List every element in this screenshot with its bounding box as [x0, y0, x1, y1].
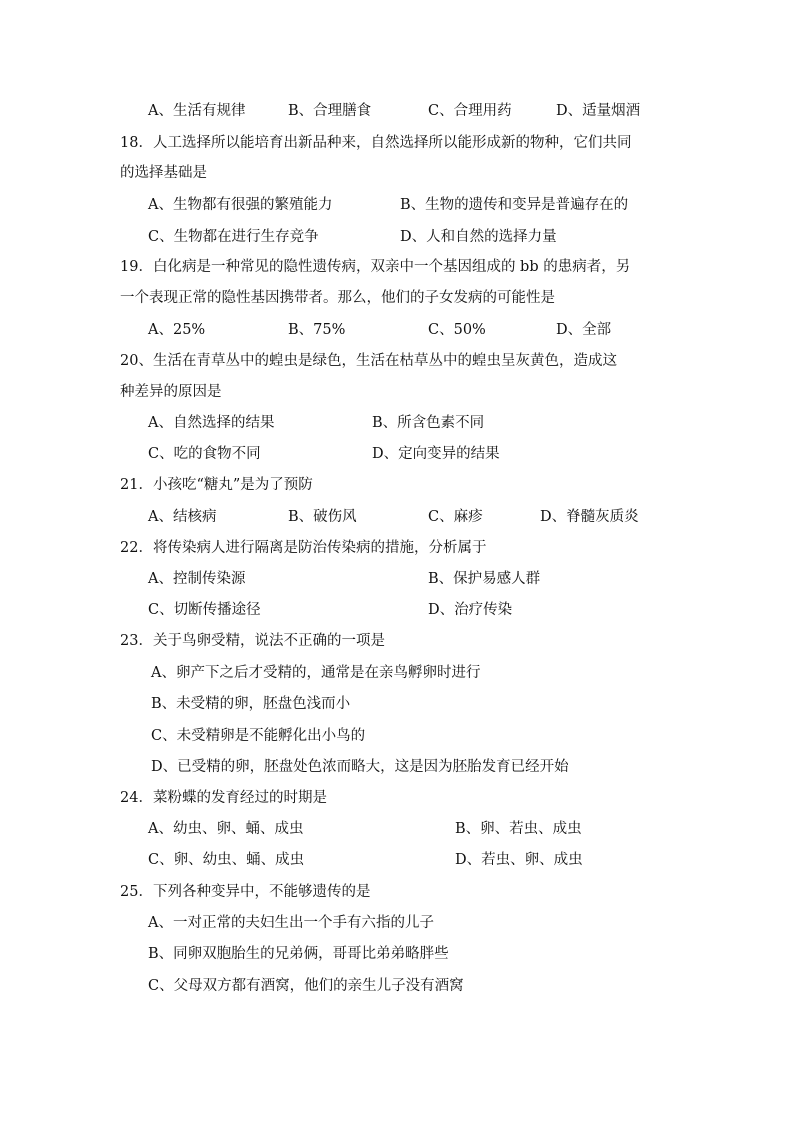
option-a: A、卵产下之后才受精的，通常是在亲鸟孵卵时进行: [151, 665, 481, 681]
question-20-text-line-2: 种差异的原因是: [120, 384, 222, 400]
option-b: B、同卵双胞胎生的兄弟俩，哥哥比弟弟略胖些: [148, 946, 449, 962]
option-b: B、生物的遗传和变异是普遍存在的: [400, 197, 629, 213]
option-a: A、25%: [148, 322, 206, 338]
option-c: C、父母双方都有酒窝，他们的亲生儿子没有酒窝: [148, 978, 464, 994]
option-c: C、切断传播途径: [148, 602, 261, 618]
option-d: D、人和自然的选择力量: [400, 229, 557, 245]
option-b: B、破伤风: [288, 509, 357, 525]
question-18-text-line-2: 的选择基础是: [120, 165, 207, 181]
option-a: A、幼虫、卵、蛹、成虫: [148, 821, 304, 837]
option-d: D、已受精的卵，胚盘处色浓而略大，这是因为胚胎发育已经开始: [151, 759, 569, 775]
question-22-text: 22．将传染病人进行隔离是防治传染病的措施，分析属于: [120, 540, 487, 556]
option-b: B、未受精的卵，胚盘色浅而小: [151, 696, 351, 712]
option-b: B、75%: [288, 322, 346, 338]
option-c: C、生物都在进行生存竞争: [148, 229, 319, 245]
option-d: D、定向变异的结果: [372, 446, 500, 462]
option-a: A、生活有规律: [148, 103, 246, 119]
option-a: A、生物都有很强的繁殖能力: [148, 197, 333, 213]
option-c: C、未受精卵是不能孵化出小鸟的: [151, 728, 366, 744]
option-c: C、麻疹: [428, 509, 483, 525]
option-c: C、吃的食物不同: [148, 446, 261, 462]
question-19-text-line-1: 19．白化病是一种常见的隐性遗传病，双亲中一个基因组成的 bb 的患病者，另: [120, 259, 631, 275]
option-a: A、自然选择的结果: [148, 415, 275, 431]
option-d: D、若虫、卵、成虫: [455, 852, 583, 868]
question-24-text: 24．菜粉蝶的发育经过的时期是: [120, 790, 327, 806]
option-d: D、治疗传染: [428, 602, 513, 618]
option-b: B、保护易感人群: [428, 571, 541, 587]
option-c: C、50%: [428, 322, 486, 338]
question-25-text: 25．下列各种变异中，不能够遗传的是: [120, 884, 371, 900]
option-b: B、卵、若虫、成虫: [455, 821, 582, 837]
question-18-text-line-1: 18．人工选择所以能培育出新品种来，自然选择所以能形成新的物种，它们共同: [120, 135, 632, 151]
question-20-text-line-1: 20、生活在青草丛中的蝗虫是绿色，生活在枯草丛中的蝗虫呈灰黄色，造成这: [120, 353, 617, 369]
option-b: B、所含色素不同: [372, 415, 485, 431]
question-19-text-line-2: 一个表现正常的隐性基因携带者。那么，他们的子女发病的可能性是: [120, 290, 555, 306]
option-a: A、结核病: [148, 509, 217, 525]
option-d: D、适量烟酒: [556, 103, 641, 119]
option-a: A、控制传染源: [148, 571, 246, 587]
option-d: D、脊髓灰质炎: [540, 509, 639, 525]
option-a: A、一对正常的夫妇生出一个手有六指的儿子: [148, 915, 434, 931]
question-23-text: 23．关于鸟卵受精，说法不正确的一项是: [120, 633, 385, 649]
option-d: D、全部: [556, 322, 612, 338]
question-21-text: 21．小孩吃“糖丸”是为了预防: [120, 477, 313, 493]
option-b: B、合理膳食: [288, 103, 372, 119]
option-c: C、卵、幼虫、蛹、成虫: [148, 852, 305, 868]
option-c: C、合理用药: [428, 103, 512, 119]
